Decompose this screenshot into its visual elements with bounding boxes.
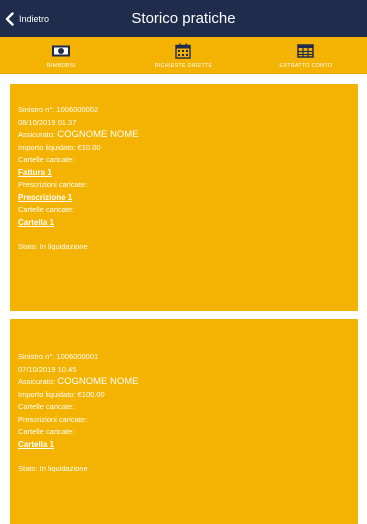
money-icon (51, 43, 71, 59)
insured-name: COGNOME NOME (57, 129, 139, 140)
claim-number: Sinistro n°: 1006000001 (18, 352, 99, 361)
claim-status: Stato: In liquidazione (18, 464, 88, 473)
claim-number: Sinistro n°: 1006000002 (18, 105, 99, 114)
amount-paid: Importo liquidato: €100.00 (18, 389, 105, 399)
uploaded-folders-label: Cartelle caricate: (18, 402, 75, 411)
insured-row (18, 129, 350, 142)
uploaded-folders-label: Cartelle caricate: (18, 205, 75, 214)
uploaded-folders-label: Cartelle caricate: (18, 427, 75, 436)
claim-card (10, 84, 358, 311)
insured-label: Assicurato: (18, 377, 56, 386)
tab-rimborsi[interactable] (0, 37, 122, 73)
back-button[interactable] (5, 0, 49, 37)
tab-label: RIMBORSI (46, 63, 76, 69)
claim-date: 08/10/2019 01.37 (18, 117, 77, 127)
folder-link[interactable]: Cartella 1 (18, 439, 55, 449)
insured-name: COGNOME NOME (57, 376, 139, 387)
header-bar (0, 0, 367, 37)
tab-estratto-conto[interactable] (245, 37, 367, 73)
claim-date: 07/10/2019 10.45 (18, 364, 77, 374)
uploaded-prescriptions-label: Prescrizioni caricate: (18, 414, 88, 424)
invoice-link[interactable]: Fattura 1 (18, 167, 52, 177)
claim-status: Stato: In liquidazione (18, 242, 88, 251)
claims-list (0, 74, 367, 524)
prescription-link[interactable]: Prescrizione 1 (18, 192, 73, 202)
tab-label: ESTRATTO CONTO (279, 63, 333, 69)
tab-bar (0, 37, 367, 74)
amount-paid: Importo liquidato: €10.00 (18, 142, 101, 152)
insured-row (18, 376, 350, 389)
uploaded-folders-label: Cartelle caricate: (18, 155, 75, 164)
folder-link[interactable]: Cartella 1 (18, 217, 55, 227)
table-icon (297, 43, 314, 59)
tab-label: RICHIESTE DIRETTE (154, 63, 213, 69)
tab-richieste-dirette[interactable] (122, 37, 244, 73)
page-title: Storico pratiche (131, 10, 236, 27)
back-label: Indietro (19, 13, 50, 24)
chevron-left-icon (5, 12, 14, 26)
insured-label: Assicurato: (18, 130, 56, 139)
calendar-icon (175, 43, 191, 59)
claim-card (10, 319, 358, 524)
uploaded-prescriptions-label: Prescrizioni caricate: (18, 180, 88, 189)
